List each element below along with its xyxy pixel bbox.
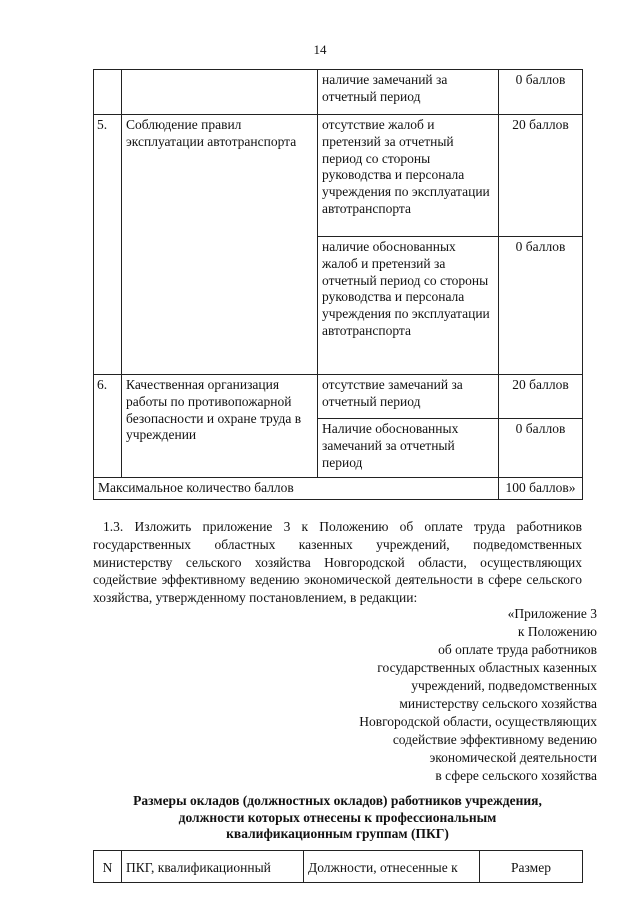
appendix-reference: «Приложение 3 к Положению об оплате труда работников государственных областных казенных учреждений, подведомственных министерству сельского хозяйства Новгородской области, осуществляющих содействие эффективному ведению экономической деятельности в сфере сельского хозяйства xyxy=(359,606,597,783)
table-row xyxy=(94,375,583,419)
pkg-table-header-row xyxy=(94,851,583,883)
page-number: 14 xyxy=(313,42,327,57)
row-number xyxy=(94,70,122,115)
points-cell: 20 баллов xyxy=(499,375,583,419)
table-total-row xyxy=(94,478,583,500)
criteria-table xyxy=(93,69,583,500)
criterion-cell: Соблюдение правил эксплуатации автотранспорта xyxy=(122,115,318,375)
points-cell: 20 баллов xyxy=(499,115,583,237)
indicator-cell: наличие обоснованных жалоб и претензий за отчетный период со стороны руководства и персонала учреждения по эксплуатации автотранспорта xyxy=(318,237,499,375)
indicator-cell: наличие замечаний за отчетный период xyxy=(318,70,499,115)
criterion-cell: Качественная организация работы по противопожарной безопасности и охране труда в учреждении xyxy=(122,375,318,478)
header-cell-positions: Должности, отнесенные к xyxy=(304,851,480,883)
indicator-cell: отсутствие жалоб и претензий за отчетный период со стороны руководства и персонала учреждения по эксплуатации автотранспорта xyxy=(318,115,499,237)
points-cell: 0 баллов xyxy=(499,237,583,375)
header-cell-n: N xyxy=(94,851,122,883)
section-heading: Размеры окладов (должностных окладов) работников учреждения, должности которых отнесены к профессиональным квалификационным группам (ПКГ) xyxy=(133,793,542,842)
total-label: Максимальное количество баллов xyxy=(94,478,499,500)
indicator-cell: отсутствие замечаний за отчетный период xyxy=(318,375,499,419)
points-cell: 0 баллов xyxy=(499,70,583,115)
table-row xyxy=(94,115,583,237)
criterion-cell xyxy=(122,70,318,115)
amendment-paragraph: 1.3. Изложить приложение 3 к Положению об оплате труда работников государственных областных казенных учреждений, подведомственных министерству сельского хозяйства Новгородской области, осуществляющих содействие эффективному ведению экономической деятельности в сфере сельского хозяйства, утвержденному постановлением, в редакции: xyxy=(93,519,582,606)
table-row xyxy=(94,70,583,115)
indicator-cell: Наличие обоснованных замечаний за отчетный период xyxy=(318,419,499,478)
total-value: 100 баллов» xyxy=(499,478,583,500)
points-cell: 0 баллов xyxy=(499,419,583,478)
header-cell-pkg: ПКГ, квалификационный xyxy=(122,851,304,883)
pkg-table xyxy=(93,850,583,883)
row-number: 6. xyxy=(94,375,122,478)
row-number: 5. xyxy=(94,115,122,375)
header-cell-size: Размер xyxy=(480,851,583,883)
